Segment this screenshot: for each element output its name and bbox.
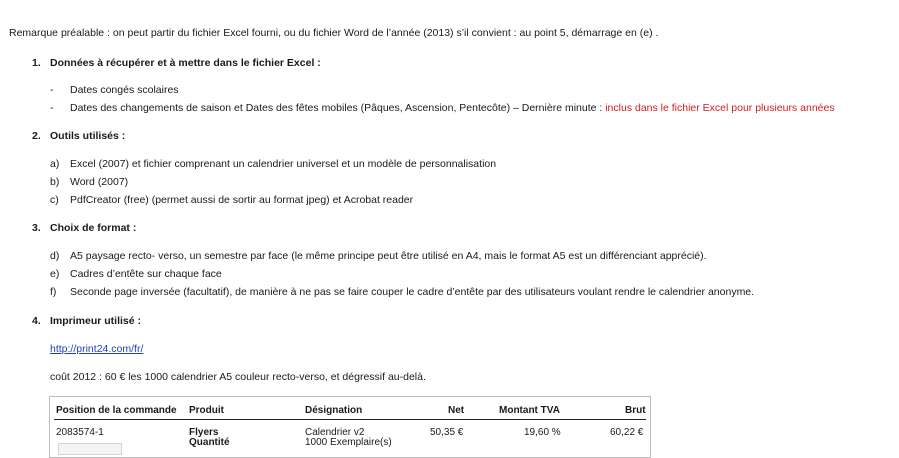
- section-3-title: Choix de format :: [50, 222, 137, 234]
- section-4-title: Imprimeur utilisé :: [50, 315, 142, 327]
- section-2-title: Outils utilisés :: [50, 130, 126, 142]
- section-2-number: 2.: [32, 130, 41, 142]
- cost-note: coût 2012 : 60 € les 1000 calendrier A5 couleur recto-verso, et dégressif au-delà.: [50, 371, 426, 383]
- table-cell-net: 50,35 €: [430, 427, 464, 438]
- list-item-text: Dates des changements de saison et Dates des fêtes mobiles (Pâques, Ascension, Pentecôte) – Dernière minute :: [70, 102, 606, 114]
- table-header-produit: Produit: [189, 405, 224, 416]
- table-cell-brut: 60,22 €: [610, 427, 644, 438]
- list-item-marker: -: [50, 84, 54, 96]
- preliminary-remark: Remarque préalable : on peut partir du fichier Excel fourni, ou du fichier Word de l’année (2013) s’il convient : au point 5, démarrage en (e) .: [9, 27, 659, 39]
- list-item-marker: d): [50, 250, 60, 262]
- table-cell-produit: Flyers: [189, 427, 219, 438]
- list-item-marker: e): [50, 268, 60, 280]
- list-item: Dates congés scolaires: [70, 84, 179, 96]
- table-cell-position: 2083574-1: [56, 427, 104, 438]
- list-item-marker: b): [50, 176, 60, 188]
- highlight-note: inclus dans le fichier Excel pour plusieurs années: [605, 102, 835, 114]
- list-item-marker: f): [50, 286, 57, 298]
- list-item-marker: -: [50, 102, 54, 114]
- list-item: Seconde page inversée (facultatif), de manière à ne pas se faire couper le cadre d’entête par des utilisateurs voulant rendre le calendrier anonyme.: [70, 286, 755, 298]
- list-item: [70, 102, 835, 115]
- table-cell-produit-qty: Quantité: [189, 437, 230, 448]
- table-header-net: Net: [448, 405, 465, 416]
- list-item: Word (2007): [70, 176, 129, 188]
- table-cell-designation-qty: 1000 Exemplaire(s): [305, 437, 392, 448]
- table-header-position: Position de la commande: [56, 405, 177, 416]
- list-item: Cadres d’entête sur chaque face: [70, 268, 222, 280]
- section-3-number: 3.: [32, 222, 41, 234]
- section-1-number: 1.: [32, 57, 41, 69]
- table-header-designation: Désignation: [305, 405, 363, 416]
- list-item: A5 paysage recto- verso, un semestre par face (le même principe peut être utilisé en A4, mais le format A5 est un différenciant apprécié).: [70, 250, 707, 262]
- section-1-title: Données à récupérer et à mettre dans le fichier Excel :: [50, 57, 321, 69]
- product-thumbnail: [58, 443, 122, 455]
- list-item: Excel (2007) et fichier comprenant un calendrier universel et un modèle de personnalisation: [70, 158, 497, 170]
- section-4-number: 4.: [32, 315, 41, 327]
- table-cell-tva: 19,60 %: [524, 427, 561, 438]
- list-item: PdfCreator (free) (permet aussi de sortir au format jpeg) et Acrobat reader: [70, 194, 414, 206]
- table-header-montant-tva: Montant TVA: [499, 405, 560, 416]
- list-item-marker: a): [50, 158, 60, 170]
- table-header-brut: Brut: [625, 405, 646, 416]
- list-item-marker: c): [50, 194, 59, 206]
- table-cell-designation: Calendrier v2: [305, 427, 365, 438]
- table-divider: [54, 419, 646, 420]
- printer-link[interactable]: http://print24.com/fr/: [50, 343, 144, 355]
